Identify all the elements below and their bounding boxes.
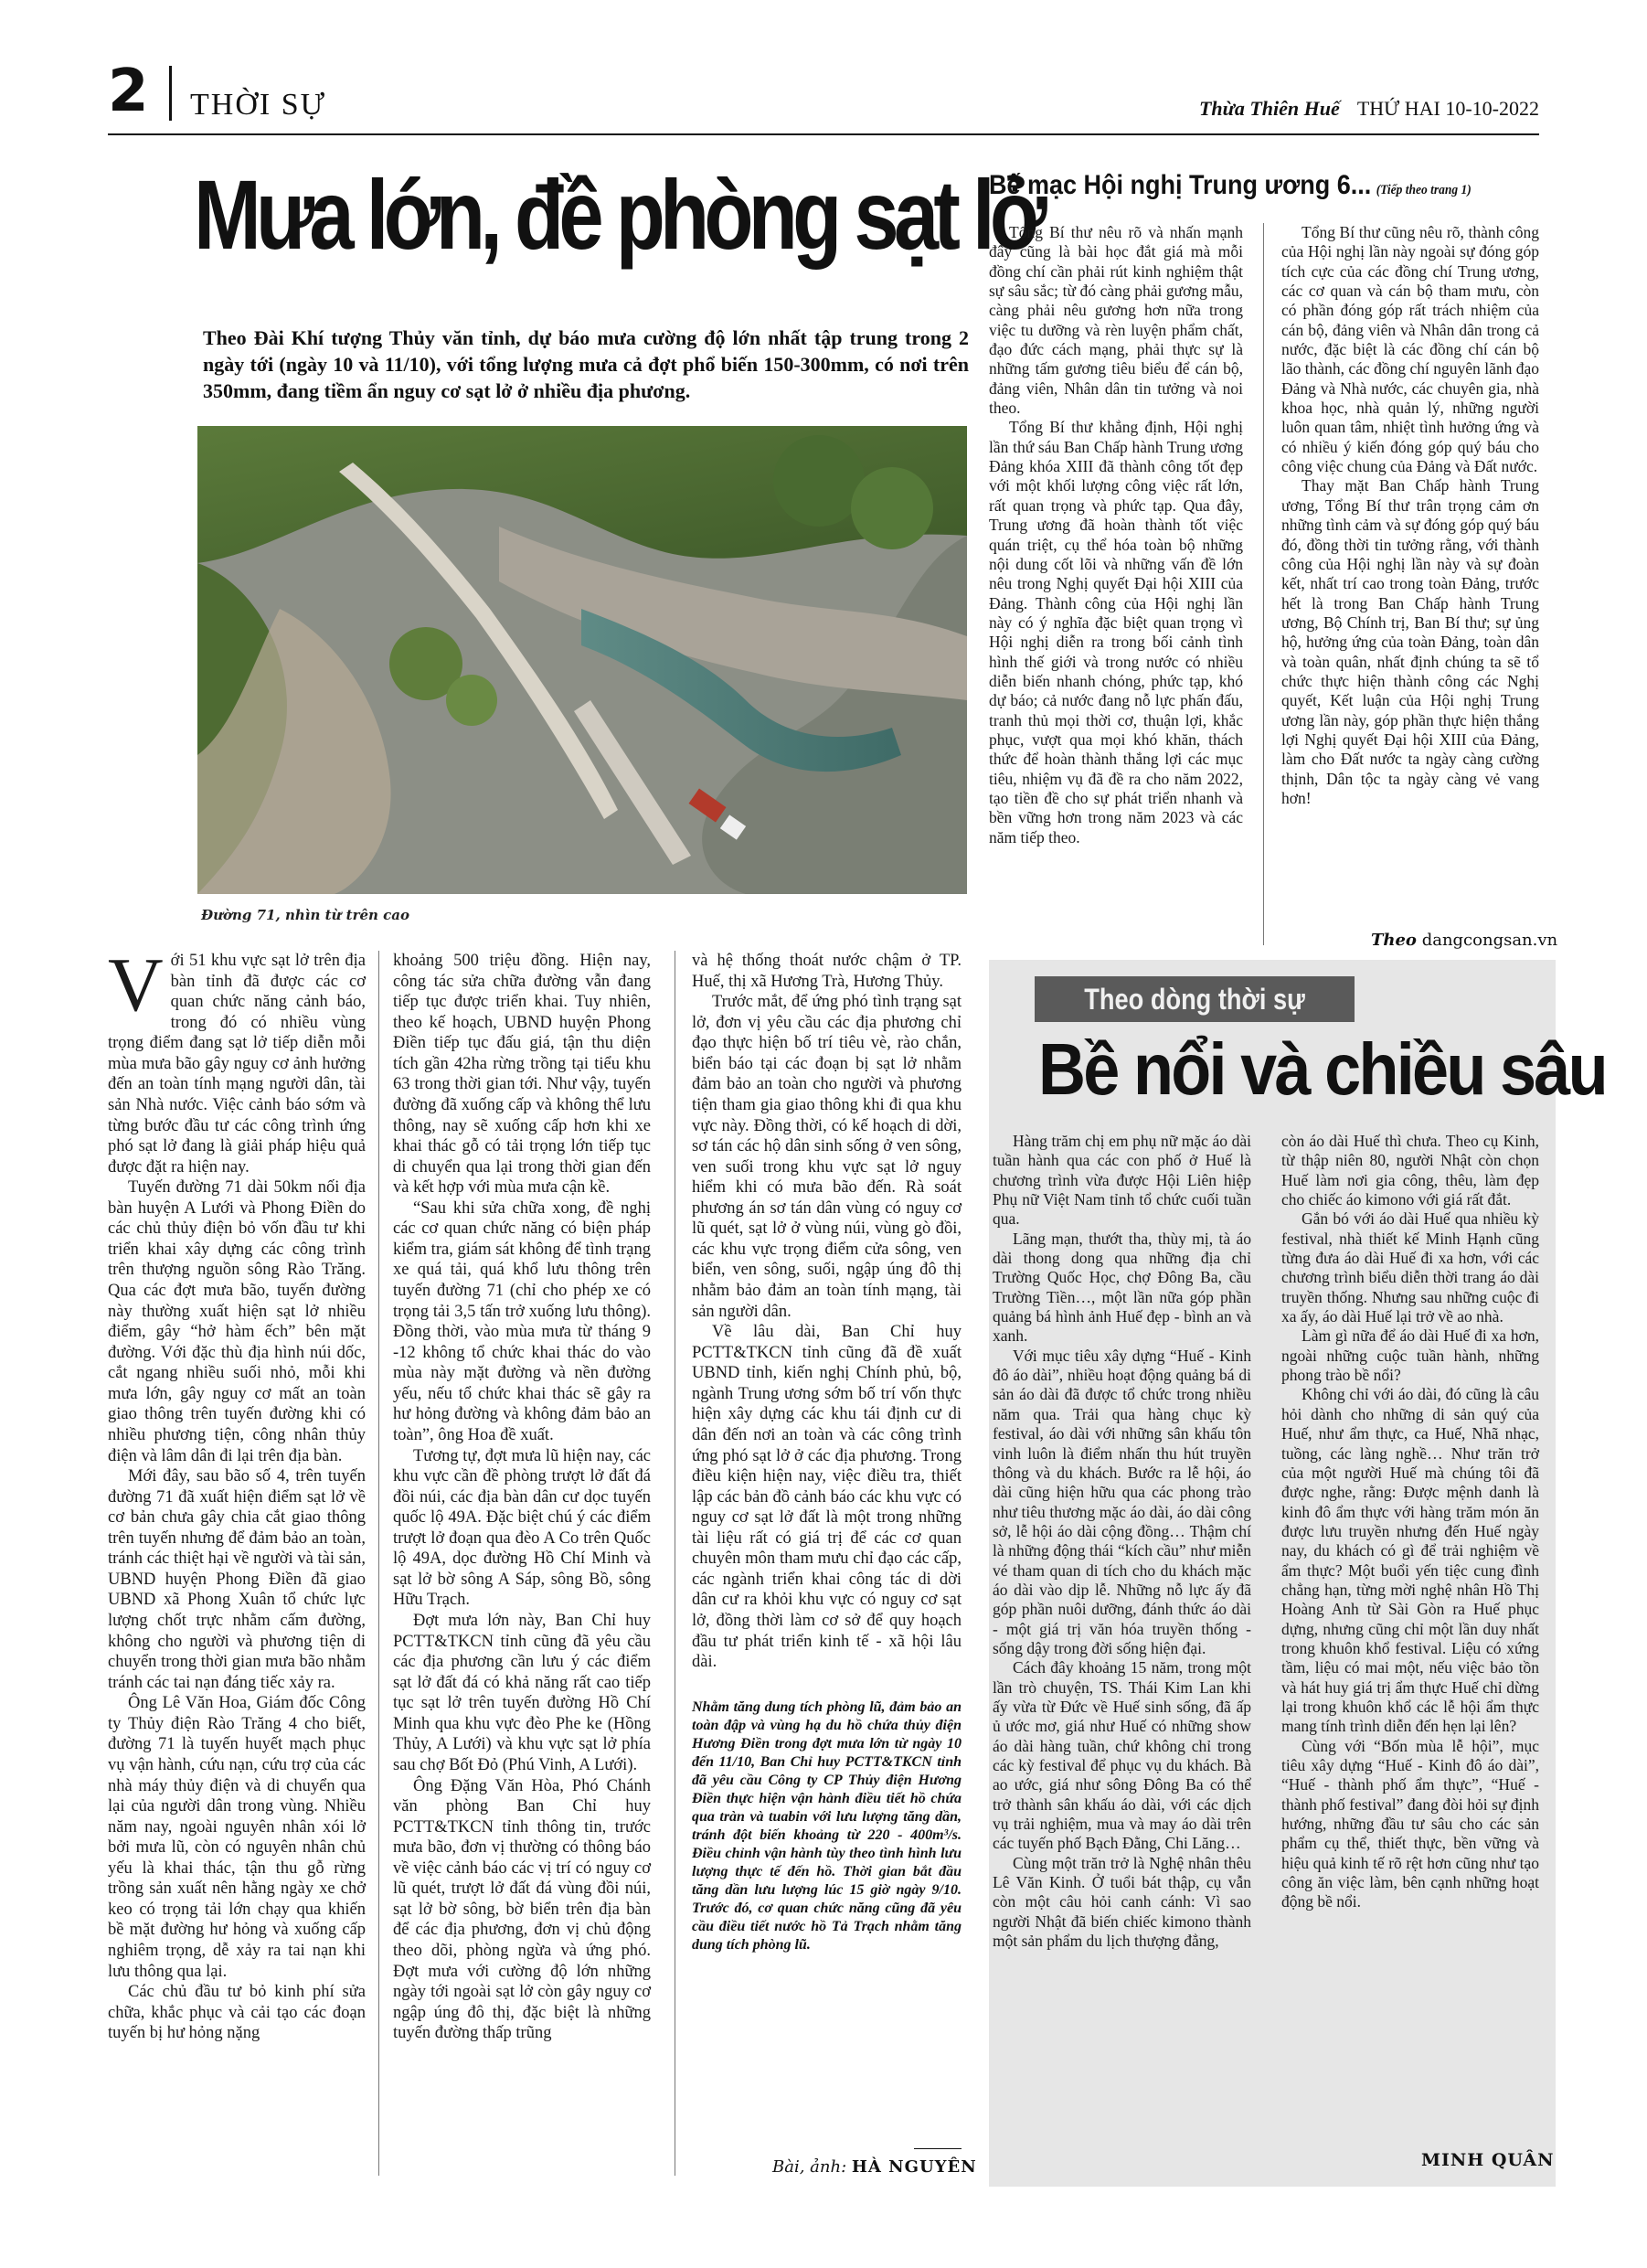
byline-label: Bài, ảnh: (772, 2157, 847, 2177)
byline-rule (914, 2148, 962, 2149)
article-source (1371, 931, 1557, 950)
main-article-lead: Theo Đài Khí tượng Thủy văn tỉnh, dự báo mưa cường độ lớn nhất tập trung trong 2 ngày tới (ngày 10 và 11/10), với tổng lượng mưa cả đợt phổ biến 150-300mm, có nơi trên 350mm, đang tiềm ẩn nguy cơ sạt lở ở nhiều địa phương. (203, 326, 969, 403)
aerial-landscape-image (197, 426, 967, 894)
paragraph: khoảng 500 triệu đồng. Hiện nay, công tác sửa chữa đường vẫn đang tiếp tục được triển khai. Tuy nhiên, theo kế hoạch, UBND huyện Phong Điền tiếp tục đấu giá, tận thu diện tích gần 42ha rừng trồng tại tiểu khu 63 trong thời gian tới. Như vậy, tuyến đường đã xuống cấp và không thể lưu thông, nay sẽ xuống cấp hơn khi xe khai thác gỗ có tải trọng lớn tiếp tục di chuyển qua lại trong thời gian đến và kết hợp với mùa mưa cận kề. (393, 952, 651, 1198)
continued-note: (Tiếp theo trang 1) (1376, 183, 1472, 197)
paragraph: Ông Đặng Văn Hòa, Phó Chánh văn phòng Ban Chỉ huy PCTT&TKCN tỉnh thông tin, trước mưa bão, đơn vị thường có thông báo về việc cảnh báo các vị trí có nguy cơ lũ quét, trượt lở đất đá vùng đồi núi, sạt lở bờ sông, bờ biển trên địa bàn để các địa phương, đơn vị chủ động theo dõi, phòng ngừa và ứng phó. Đợt mưa với cường độ lớn những ngày tới ngoài sạt lở còn gây nguy cơ ngập úng đô thị, đặc biệt là những tuyến đường thấp trũng (393, 1776, 651, 2043)
paragraph: Không chỉ với áo dài, đó cũng là câu hỏi dành cho những di sản quý của Huế, như ẩm thực, ca Huế, Nhã nhạc, tuồng, các làng nghề… Như trăn trở của một người Huế mà chúng tôi đã được nghe, rằng: Được mệnh danh là kinh đô ẩm thực với hàng trăm món ăn được lưu truyền nhưng đến Huế ngày nay, du khách có gì để trải nghiệm về ẩm thực? Một buổi yến tiệc cung đình chẳng hạn, từng mời nghệ nhân Hồ Thị Hoàng Anh từ Sài Gòn ra Huế phục dựng, nhưng cũng chỉ một lần duy nhất trong khuôn khổ festival. Liệu có xứng tầm, liệu có mai một, nếu việc bảo tồn và hát huy giá trị ẩm thực Huế chỉ dừng lại trong khuôn khổ các lễ hội ẩm thực mang tính trình diễn đến hẹn lại lên? (1281, 1385, 1539, 1736)
byline-author: HÀ NGUYÊN (851, 2157, 977, 2177)
paragraph: Với 51 khu vực sạt lở trên địa bàn tỉnh đã được các cơ quan chức năng cảnh báo, trong đó có nhiều vùng trọng điểm đang sạt lở tiếp diễn mỗi mùa mưa bão gây nguy cơ ảnh hưởng đến an toàn tính mạng người dân, tài sản Nhà nước. Việc cảnh báo sớm và từng bước đầu tư các công trình ứng phó sạt lở đang là giải pháp hiệu quả được đặt ra hiện nay. (108, 942, 366, 1177)
photo-caption: Đường 71, nhìn từ trên cao (201, 907, 410, 923)
source-label: Theo (1371, 931, 1417, 950)
paragraph: Tổng Bí thư khẳng định, Hội nghị lần thứ sáu Ban Chấp hành Trung ương Đảng khóa XIII đã thành công tốt đẹp với một khối lượng công việc rất lớn, rất quan trọng và phức tạp. Qua đây, Trung ương đã hoàn thành tốt việc quán triệt, cụ thể hóa toàn bộ những nội dung cốt lõi và những vấn đề lớn nêu trong Nghị quyết Đại hội XIII của Đảng. Thành công của Hội nghị lần này có ý nghĩa đặc biệt quan trọng vì Hội nghị diễn ra trong bối cảnh tình hình thế giới và trong nước có nhiều diễn biến nhanh chóng, phức tạp, khó dự báo; cả nước đang nỗ lực phấn đấu, tranh thủ mọi thời cơ, thuận lợi, khắc phục, vượt qua mọi khó khăn, thách thức để hoàn thành thắng lợi các mục tiêu, nhiệm vụ đã đề ra cho năm 2022, tạo tiền đề cho sự phát triển nhanh và bền vững hơn trong năm 2023 và các năm tiếp theo. (989, 418, 1243, 847)
paragraph: Ông Lê Văn Hoa, Giám đốc Công ty Thủy điện Rào Trăng 4 cho biết, đường 71 là tuyến huyết mạch phục vụ vận hành, cứu nạn, cứu trợ của các nhà máy thủy điện và di chuyển qua lại của người dân trong vùng. Nhiều năm nay, ngoài nguyên nhân xói lở bởi mưa lũ, còn có nguyên nhân chủ yếu là khai thác, tận thu gỗ rừng trồng sản xuất nên hằng ngày xe chở keo có trọng tải lớn chạy qua khiến bề mặt đường hư hỏng và xuống cấp nghiêm trọng, dễ xảy ra tai nạn khi lưu thông qua lại. (108, 1694, 366, 1981)
source-name: dangcongsan.vn (1421, 931, 1558, 950)
paragraph: Cách đây khoảng 15 năm, trong một lần trò chuyện, TS. Thái Kim Lan khi ấy vừa từ Đức về Huế sinh sống, đã ấp ủ ước mơ, giá như Huế có những show áo dài hàng tuần, chứ không chỉ trong các kỳ festival để phục vụ du khách. Bà ao ước, giá như sông Đông Ba có thể trở thành sân khấu áo dài, với các dịch vụ trải nghiệm, mua và may áo dài trên các tuyến phố Bạch Đằng, Chi Lăng… (993, 1658, 1251, 1853)
main-article-title: Mưa lớn, đề phòng sạt lở (194, 159, 1043, 270)
paragraph: Về lâu dài, Ban Chỉ huy PCTT&TKCN tỉnh cũng đã đề xuất UBND tỉnh, kiến nghị Chính phủ, bộ, ngành Trung ương sớm bố trí vốn thực hiện xây dựng các khu tái định cư di dân đến nơi an toàn và các công trình ứng phó sạt lở ở các địa phương. Trong điều kiện hiện nay, việc điều tra, thiết lập các bản đồ cảnh báo các khu vực có nguy cơ sạt lở đất là một trong những tài liệu rất có giá trị để các cơ quan chuyên môn tham mưu chỉ đạo các cấp, các ngành triển khai công tác di dời dân cư ra khỏi khu vực có nguy cơ sạt lở, đồng thời làm cơ sở để quy hoạch đầu tư phát triển kinh tế - xã hội lâu dài. (692, 1323, 962, 1672)
paragraph: “Sau khi sửa chữa xong, đề nghị các cơ quan chức năng có biện pháp kiểm tra, giám sát không để tình trạng xe quá tải, quá khổ lưu thông trên tuyến đường 71 (chỉ cho phép xe có trọng tải 3,5 tấn trở xuống lưu thông). Đồng thời, vào mùa mưa từ tháng 9 -12 không tổ chức khai thác do vào mùa này mặt đường và nền đường yếu, nếu tổ chức khai thác sẽ gây ra hư hỏng đường và không đảm bảo an toàn”, ông Hoa đề xuất. (393, 1198, 651, 1444)
paragraph: Gắn bó với áo dài Huế qua nhiều kỳ festival, nhà thiết kế Minh Hạnh cũng từng đưa áo dài Huế đi xa hơn, với các chương trình biểu diễn thời trang áo dài truyền thống. Nhưng sau những cuộc đi xa ấy, áo dài Huế lại trở về ao nhà. (1281, 1209, 1539, 1326)
paragraph: Mới đây, sau bão số 4, trên tuyến đường 71 đã xuất hiện điểm sạt lở về cơ bản chưa gây chia cắt giao thông trên tuyến nhưng để đảm bảo an toàn, tránh các thiệt hại về người và tài sản, UBND huyện Phong Điền đã giao UBND xã Phong Xuân tổ chức lực lượng chốt trực nhằm cấm đường, không cho người và phương tiện di chuyển trong thời gian mưa bão nhằm tránh các tai nạn đáng tiếc xảy ra. (108, 1467, 366, 1692)
page-number: 2 (108, 58, 149, 125)
continued-article-column-1 (989, 223, 1243, 847)
opinion-article-column-2 (1281, 1132, 1539, 1912)
main-article-column-2 (393, 951, 651, 2044)
paragraph: Trước mắt, để ứng phó tình trạng sạt lở, đơn vị yêu cầu các địa phương chỉ đạo thực hiện bố trí tiêu vè, rào chắn, biển báo tại các đoạn bị sạt lở nhằm đảm bảo an toàn cho người và phương tiện tham gia giao thông khi đi qua khu vực này. Đồng thời, có kế hoạch di dời, sơ tán các hộ dân sinh sống ở ven sông, ven suối trong khu vực sạt lở nguy hiểm khi có mưa bão đến. Rà soát phương án sơ tán dân vùng có nguy cơ lũ quét, sạt lở ở vùng núi, vùng gò đồi, các khu vực trọng điểm cửa sông, ven biển, ven sông, suối, ngập úng đô thị nhằm bảo đảm an toàn tính mạng, tài sản người dân. (692, 993, 962, 1321)
header-info (1199, 97, 1539, 121)
paragraph: và hệ thống thoát nước chậm ở TP. Huế, thị xã Hương Trà, Hương Thủy. (692, 952, 962, 991)
paragraph: Làm gì nữa để áo dài Huế đi xa hơn, ngoài những cuộc tuần hành, những phong trào bề nổi? (1281, 1326, 1539, 1385)
opinion-article-title: Bề nổi và chiều sâu (1038, 1028, 1606, 1110)
paper-name: Thừa Thiên Huế (1198, 97, 1340, 120)
main-article-byline (772, 2157, 977, 2177)
paragraph: Tổng Bí thư cũng nêu rõ, thành công của Hội nghị lần này ngoài sự đóng góp tích cực của các đồng chí Trung ương, các cơ quan và cán bộ tham mưu, còn có phần đóng góp rất trách nhiệm của cán bộ, đảng viên và Nhân dân trong cả nước, đặc biệt là các đồng chí cán bộ lão thành, các đồng chí nguyên lãnh đạo Đảng và Nhà nước, các chuyên gia, nhà khoa học, nhà quản lý, những người luôn quan tâm, nhiệt tình hưởng ứng và có nhiều ý kiến đóng góp quý báu cho công việc chung của Đảng và Đất nước. (1281, 223, 1539, 476)
continued-article-title: Bế mạc Hội nghị Trung ương 6... (Tiếp theo trang 1) (989, 170, 1472, 200)
header-rule (108, 133, 1539, 135)
column-kicker: Theo dòng thời sự (1035, 976, 1355, 1022)
paragraph: Cùng với “Bốn mùa lễ hội”, mục tiêu xây dựng “Huế - Kinh đô áo dài”, “Huế - thành phố ẩm thực”, “Huế - thành phố festival” đang đòi hỏi sự định hướng, những đầu tư sâu cho các sản phẩm cụ thể, thiết thực, bền vững và hiệu quả kinh tế rõ rệt hơn cũng như tạo công ăn việc làm, bên cạnh những hoạt động bề nổi. (1281, 1736, 1539, 1911)
paragraph: Đợt mưa lớn này, Ban Chỉ huy PCTT&TKCN tỉnh cũng đã yêu cầu các địa phương cần lưu ý các điểm sạt lở đất đá có khả năng rất cao tiếp tục sạt lở trên tuyến đường Hồ Chí Minh qua khu vực đèo Phe ke (Hồng Thủy, A Lưới) và khu vực sạt lở phía sau chợ Bốt Đỏ (Phú Vinh, A Lưới). (393, 1612, 651, 1774)
paragraph: Tổng Bí thư nêu rõ và nhấn mạnh đây cũng là bài học đắt giá mà mỗi đồng chí cần phải rút kinh nghiệm thật sự sâu sắc; từ đó càng phải gương mẫu, càng phải nêu gương hơn nữa trong việc tu dưỡng và rèn luyện phẩm chất, đạo đức cách mạng, phải thực sự là những tấm gương tiêu biểu để cán bộ, đảng viên, Nhân dân tin tưởng và noi theo. (989, 223, 1243, 418)
paragraph: còn áo dài Huế thì chưa. Theo cụ Kinh, từ thập niên 80, người Nhật còn chọn Huế làm nơi gia công, thêu, làm đẹp cho chiếc áo kimono với giá rất đắt. (1281, 1132, 1539, 1209)
opinion-article-column-1 (993, 1132, 1251, 1951)
paragraph: Lãng mạn, thướt tha, thùy mị, tà áo dài thong dong qua những địa chỉ Trường Quốc Học, chợ Đông Ba, cầu Trường Tiền…, một lần nữa góp phần quảng bá hình ảnh Huế đẹp - bình an và xanh. (993, 1229, 1251, 1346)
paragraph: Tuyến đường 71 dài 50km nối địa bàn huyện A Lưới và Phong Điền do các chủ thủy điện bỏ vốn đầu tư khi triển khai xây dựng các công trình trên thượng nguồn sông Rào Trăng. Qua các đợt mưa bão, tuyến đường này thường xuất hiện sạt lở nhiều điểm, gây “hở hàm ếch” bên mặt đường. Với đặc thù địa hình núi dốc, cắt ngang nhiều suối nhỏ, mỗi khi mưa lớn, gây nguy cơ mất an toàn giao thông trên tuyến đường khi có nhiều phương tiện, công nhân thủy điện và lâm dân đi lại trên địa bàn. (108, 1178, 366, 1465)
main-article-column-3 (692, 951, 962, 1954)
paragraph: Với mục tiêu xây dựng “Huế - Kinh đô áo dài”, nhiều hoạt động quảng bá di sản áo dài đã được tổ chức trong nhiều năm qua. Trải qua hàng chục kỳ festival, áo dài với những sân khấu tôn vinh luôn là điểm nhấn thu hút truyền thông và du khách. Bước ra lễ hội, áo dài cũng hiện hữu qua các phong trào như tiêu thương mặc áo dài, áo dài công sở, lễ hội áo dài cộng đồng… Thậm chí là những động thái “kích cầu” như miễn vé tham quan di tích cho du khách mặc áo dài vào dịp lễ. Những nỗ lực ấy đã góp phần nuôi dưỡng, đánh thức áo dài - một giá trị văn hóa truyền thống - sống dậy trong đời sống hiện đại. (993, 1346, 1251, 1657)
section-name: THỜI SỰ (190, 88, 326, 122)
header-divider (169, 66, 172, 121)
column-rule (1263, 223, 1264, 945)
highlight-note: Nhằm tăng dung tích phòng lũ, đảm bảo an toàn đập và vùng hạ du hồ chứa thủy điện Hương Điền trong đợt mưa lớn từ ngày 10 đến 11/10, Ban Chỉ huy PCTT&TKCN tỉnh đã yêu cầu Công ty CP Thủy điện Hương Điền thực hiện vận hành điều tiết hồ chứa qua tràn và tuabin với lưu lượng tăng dần, tránh đột biến khoảng từ 220 - 400m³/s. Điều chỉnh vận hành tùy theo tình hình lưu lượng thực tế đến hồ. Thời gian bắt đầu tăng dần lưu lượng lúc 15 giờ ngày 9/10. Trước đó, cơ quan chức năng cũng đã yêu cầu điều tiết nước hồ Tả Trạch nhằm tăng dung tích phòng lũ. (692, 1698, 962, 1953)
opinion-article-byline: MINH QUÂN (1421, 2150, 1555, 2170)
drop-cap: V (108, 942, 164, 1028)
issue-date: THỨ HAI 10-10-2022 (1356, 97, 1539, 120)
road-aerial-photo (197, 426, 967, 894)
paragraph: Các chủ đầu tư bỏ kinh phí sửa chữa, khắc phục và cải tạo các đoạn tuyến bị hư hỏng nặng (108, 1983, 366, 2043)
main-article-column-1 (108, 942, 366, 2044)
paragraph: Cùng một trăn trở là Nghệ nhân thêu Lê Văn Kinh. Ở tuổi bát thập, cụ vẫn còn một câu hỏi canh cánh: Vì sao người Nhật đã biến chiếc kimono thành một sản phẩm du lịch thượng đẳng, (993, 1853, 1251, 1951)
paragraph: Thay mặt Ban Chấp hành Trung ương, Tổng Bí thư trân trọng cảm ơn những tình cảm và sự đóng góp quý báu đó, đồng thời tin tưởng rằng, với thành công của Hội nghị lần này và sự đoàn kết, nhất trí cao trong toàn Đảng, trước hết là trong Ban Chấp hành Trung ương, Bộ Chính trị, Ban Bí thư; sự ủng hộ, hưởng ứng của toàn Đảng, toàn dân và toàn quân, nhất định chúng ta sẽ tổ chức thực hiện thành công các Nghị quyết, Kết luận của Hội nghị Trung ương lần này, góp phần thực hiện thắng lợi Nghị quyết Đại hội XIII của Đảng, làm cho Đất nước ta ngày càng cường thịnh, Dân tộc ta ngày càng vẻ vang hơn! (1281, 476, 1539, 807)
continued-article-column-2 (1281, 223, 1539, 808)
paragraph: Hàng trăm chị em phụ nữ mặc áo dài tuần hành qua các con phố ở Huế là chương trình vừa được Hội Liên hiệp Phụ nữ Việt Nam tỉnh tổ chức cuối tuần qua. (993, 1132, 1251, 1229)
paragraph: Tương tự, đợt mưa lũ hiện nay, các khu vực cần đề phòng trượt lở đất đá đồi núi, các địa bàn dân cư dọc tuyến quốc lộ 49A. Đặc biệt chú ý các điểm trượt lở đoạn qua đèo A Co trên Quốc lộ 49A, dọc đường Hồ Chí Minh và sạt lở bờ sông A Sáp, sông Bồ, sông Hữu Trạch. (393, 1446, 651, 1610)
column-rule (378, 951, 379, 2176)
